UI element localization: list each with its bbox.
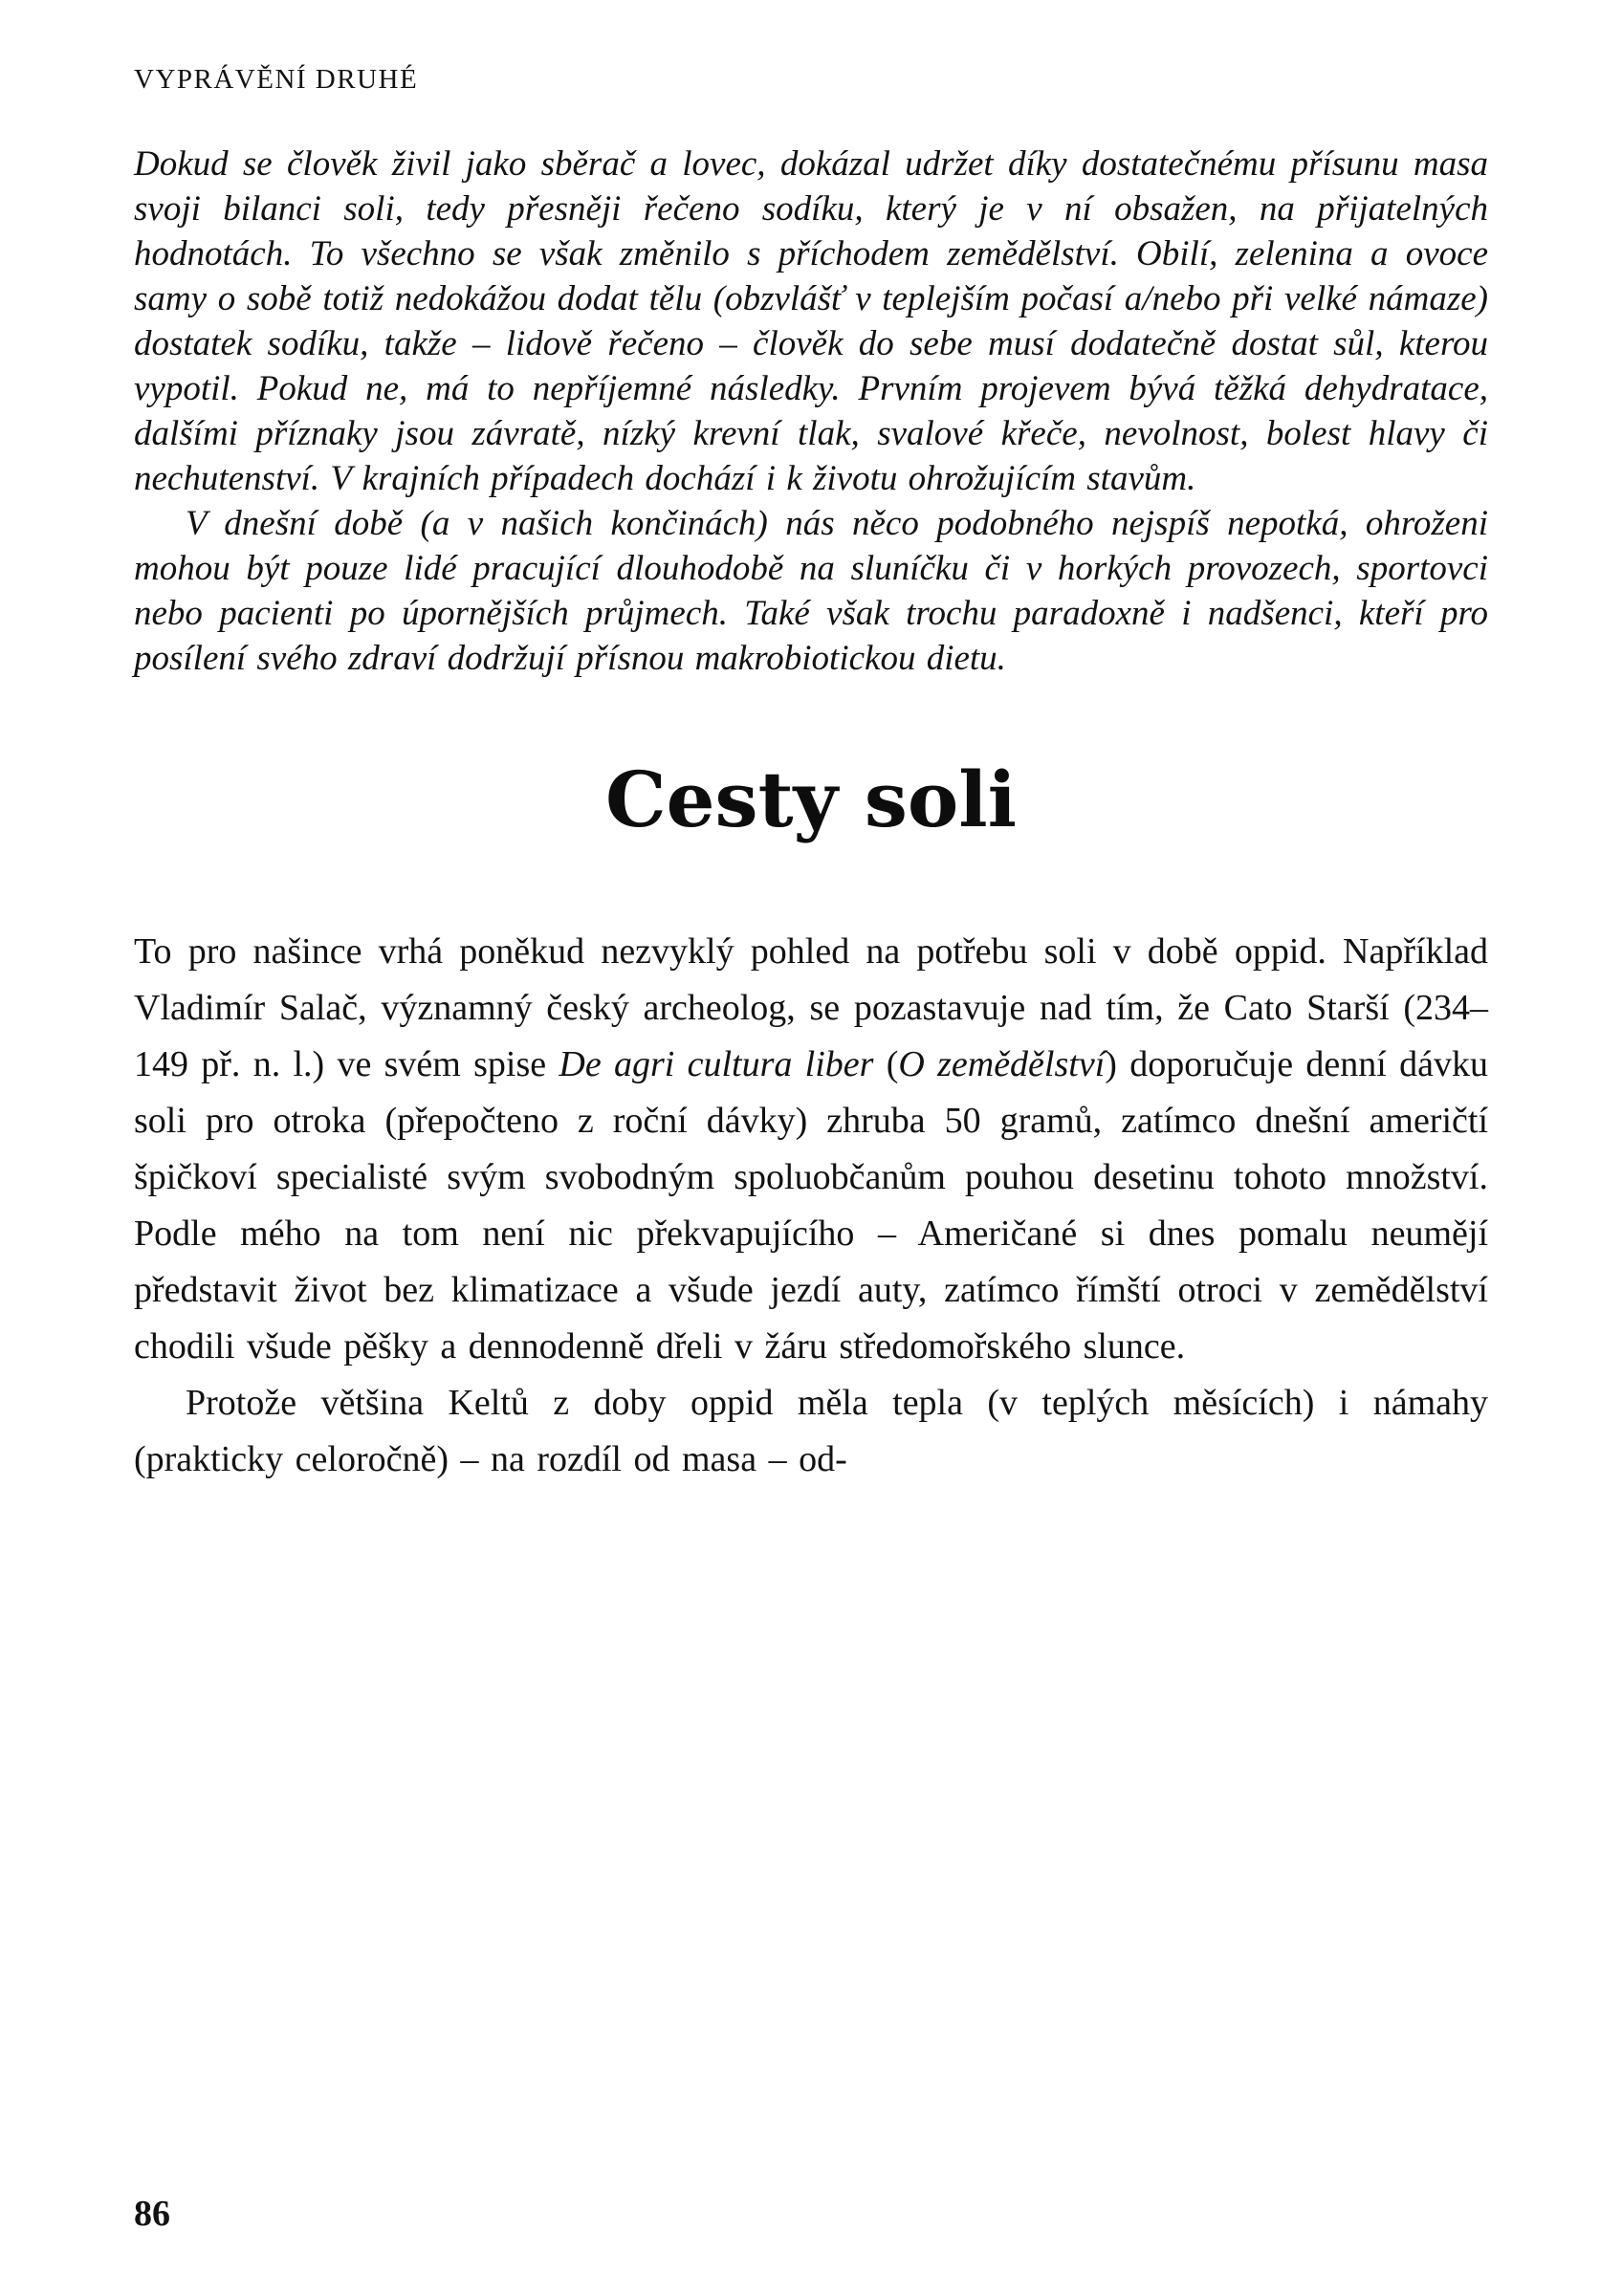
paragraph <box>134 924 1488 1375</box>
text-run: To pro našince vrhá poněkud nezvyklý pohled na potřebu soli v době oppid. Například Vladimír Salač, významný český archeolog, se pozastavuje nad tím, že Cato Starší (234–149 př. n. l.) ve svém spise <box>134 931 1488 1084</box>
text-run: V dnešní době (a v našich končinách) nás něco podobného nejspíš nepotká, ohroženi mohou být pouze lidé pracující dlouhodobě na sluníčku či v horkých provozech, sportovci nebo pacienti po úpornějších průjmech. Také však trochu paradoxně i nadšenci, kteří pro posílení svého zdraví dodržují přísnou makrobiotickou dietu. <box>134 504 1488 678</box>
paragraph <box>134 142 1488 501</box>
text-run: ) doporučuje denní dávku soli pro otroka (přepočteno z roční dávky) zhruba 50 gramů, zatímco dnešní američtí špičkoví specialisté svým svobodným spoluobčanům pouhou desetinu tohoto množství. Podle mého na tom není nic překvapujícího – Američané si dnes pomalu neumějí představit život bez klimatizace a všude jezdí auty, zatímco římští otroci v zemědělství chodili všude pěšky a dennodenně dřeli v žáru středomořského slunce. <box>134 1044 1488 1367</box>
italic-run: O zemědělství <box>898 1044 1106 1084</box>
running-head: VYPRÁVĚNÍ DRUHÉ <box>134 64 419 95</box>
page-number: 86 <box>134 2194 170 2234</box>
intro-block <box>134 142 1488 681</box>
body-text-block <box>134 924 1488 1488</box>
paragraph <box>134 501 1488 681</box>
text-run: Dokud se člověk živil jako sběrač a lovec, dokázal udržet díky dostatečnému přísunu masa svoji bilanci soli, tedy přesněji řečeno sodíku, který je v ní obsažen, na přijatelných hodnotách. To všechno se však změnilo s příchodem zemědělství. Obilí, zelenina a ovoce samy o sobě totiž nedokážou dodat tělu (obzvlášť v teplejším počasí a/nebo při velké námaze) dostatek sodíku, takže – lidově řečeno – člověk do sebe musí dodatečně dostat sůl, kterou vypotil. Pokud ne, má to nepříjemné následky. Prvním projevem bývá těžká dehydratace, dalšími příznaky jsou závratě, nízký krevní tlak, svalové křeče, nevolnost, bolest hlavy či nechutenství. V krajních případech dochází i k životu ohrožujícím stavům. <box>134 144 1488 498</box>
text-run: ( <box>873 1044 899 1084</box>
text-run: Protože většina Keltů z doby oppid měla tepla (v teplých měsících) i námahy (prakticky celoročně) – na rozdíl od masa – od- <box>134 1383 1488 1479</box>
italic-run: De agri cultura liber <box>559 1044 874 1084</box>
section-heading: Cesty soli <box>604 754 1018 844</box>
paragraph <box>134 1375 1488 1488</box>
